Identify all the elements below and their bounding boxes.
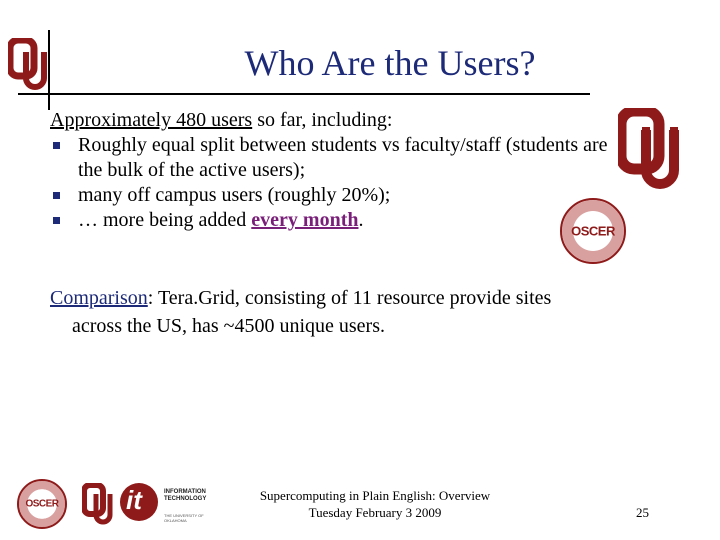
bullet-item xyxy=(50,133,610,183)
bullet-text-suffix: . xyxy=(358,209,364,231)
ou-logo-large xyxy=(618,108,682,192)
bullet-section xyxy=(50,108,610,233)
footer-it-logo xyxy=(120,481,207,525)
footer-line-1: Supercomputing in Plain English: Overview xyxy=(259,488,491,503)
decorative-vertical-line xyxy=(48,30,50,110)
ou-logo-top-left xyxy=(8,38,48,90)
page-number: 25 xyxy=(636,505,649,520)
it-logo-text: it xyxy=(126,485,142,515)
lead-text xyxy=(50,108,610,133)
lead-underlined: Approximately 480 users xyxy=(50,109,253,131)
bullet-square-icon xyxy=(53,142,60,149)
bullet-item xyxy=(50,183,610,208)
bullet-highlight: every month xyxy=(251,209,359,231)
lead-rest: so far, including: xyxy=(252,109,393,131)
comparison-section xyxy=(50,284,690,340)
bullet-item xyxy=(50,208,610,233)
bullet-square-icon xyxy=(53,192,60,199)
it-logo-caption: INFORMATION TECHNOLOGY xyxy=(164,489,207,502)
comparison-text-1: : Tera.Grid, consisting of 11 resource provide sites xyxy=(147,287,552,309)
bullet-list xyxy=(50,133,610,233)
footer-text xyxy=(225,487,525,521)
oscer-logo xyxy=(560,198,626,264)
footer-oscer-logo xyxy=(17,479,67,529)
slide-title: Who Are the Users? xyxy=(244,43,536,83)
bullet-text: Roughly equal split between students vs faculty/staff (students are the bulk of the active users); xyxy=(78,134,608,181)
it-logo-subcaption: THE UNIVERSITY OF OKLAHOMA xyxy=(164,513,204,523)
bullet-text: many off campus users (roughly 20%); xyxy=(78,184,391,206)
bullet-square-icon xyxy=(53,217,60,224)
footer-oscer-logo-text: OSCER xyxy=(25,498,59,510)
decorative-horizontal-line xyxy=(18,93,590,95)
comparison-label: Comparison xyxy=(50,287,148,309)
footer-ou-logo xyxy=(82,483,114,527)
comparison-line-2: across the US, has ~4500 unique users. xyxy=(72,315,385,337)
oscer-logo-text: OSCER xyxy=(571,223,615,239)
bullet-text-prefix: … more being added xyxy=(78,209,252,231)
comparison-line-1 xyxy=(50,284,690,312)
footer-line-2: Tuesday February 3 2009 xyxy=(308,505,442,520)
